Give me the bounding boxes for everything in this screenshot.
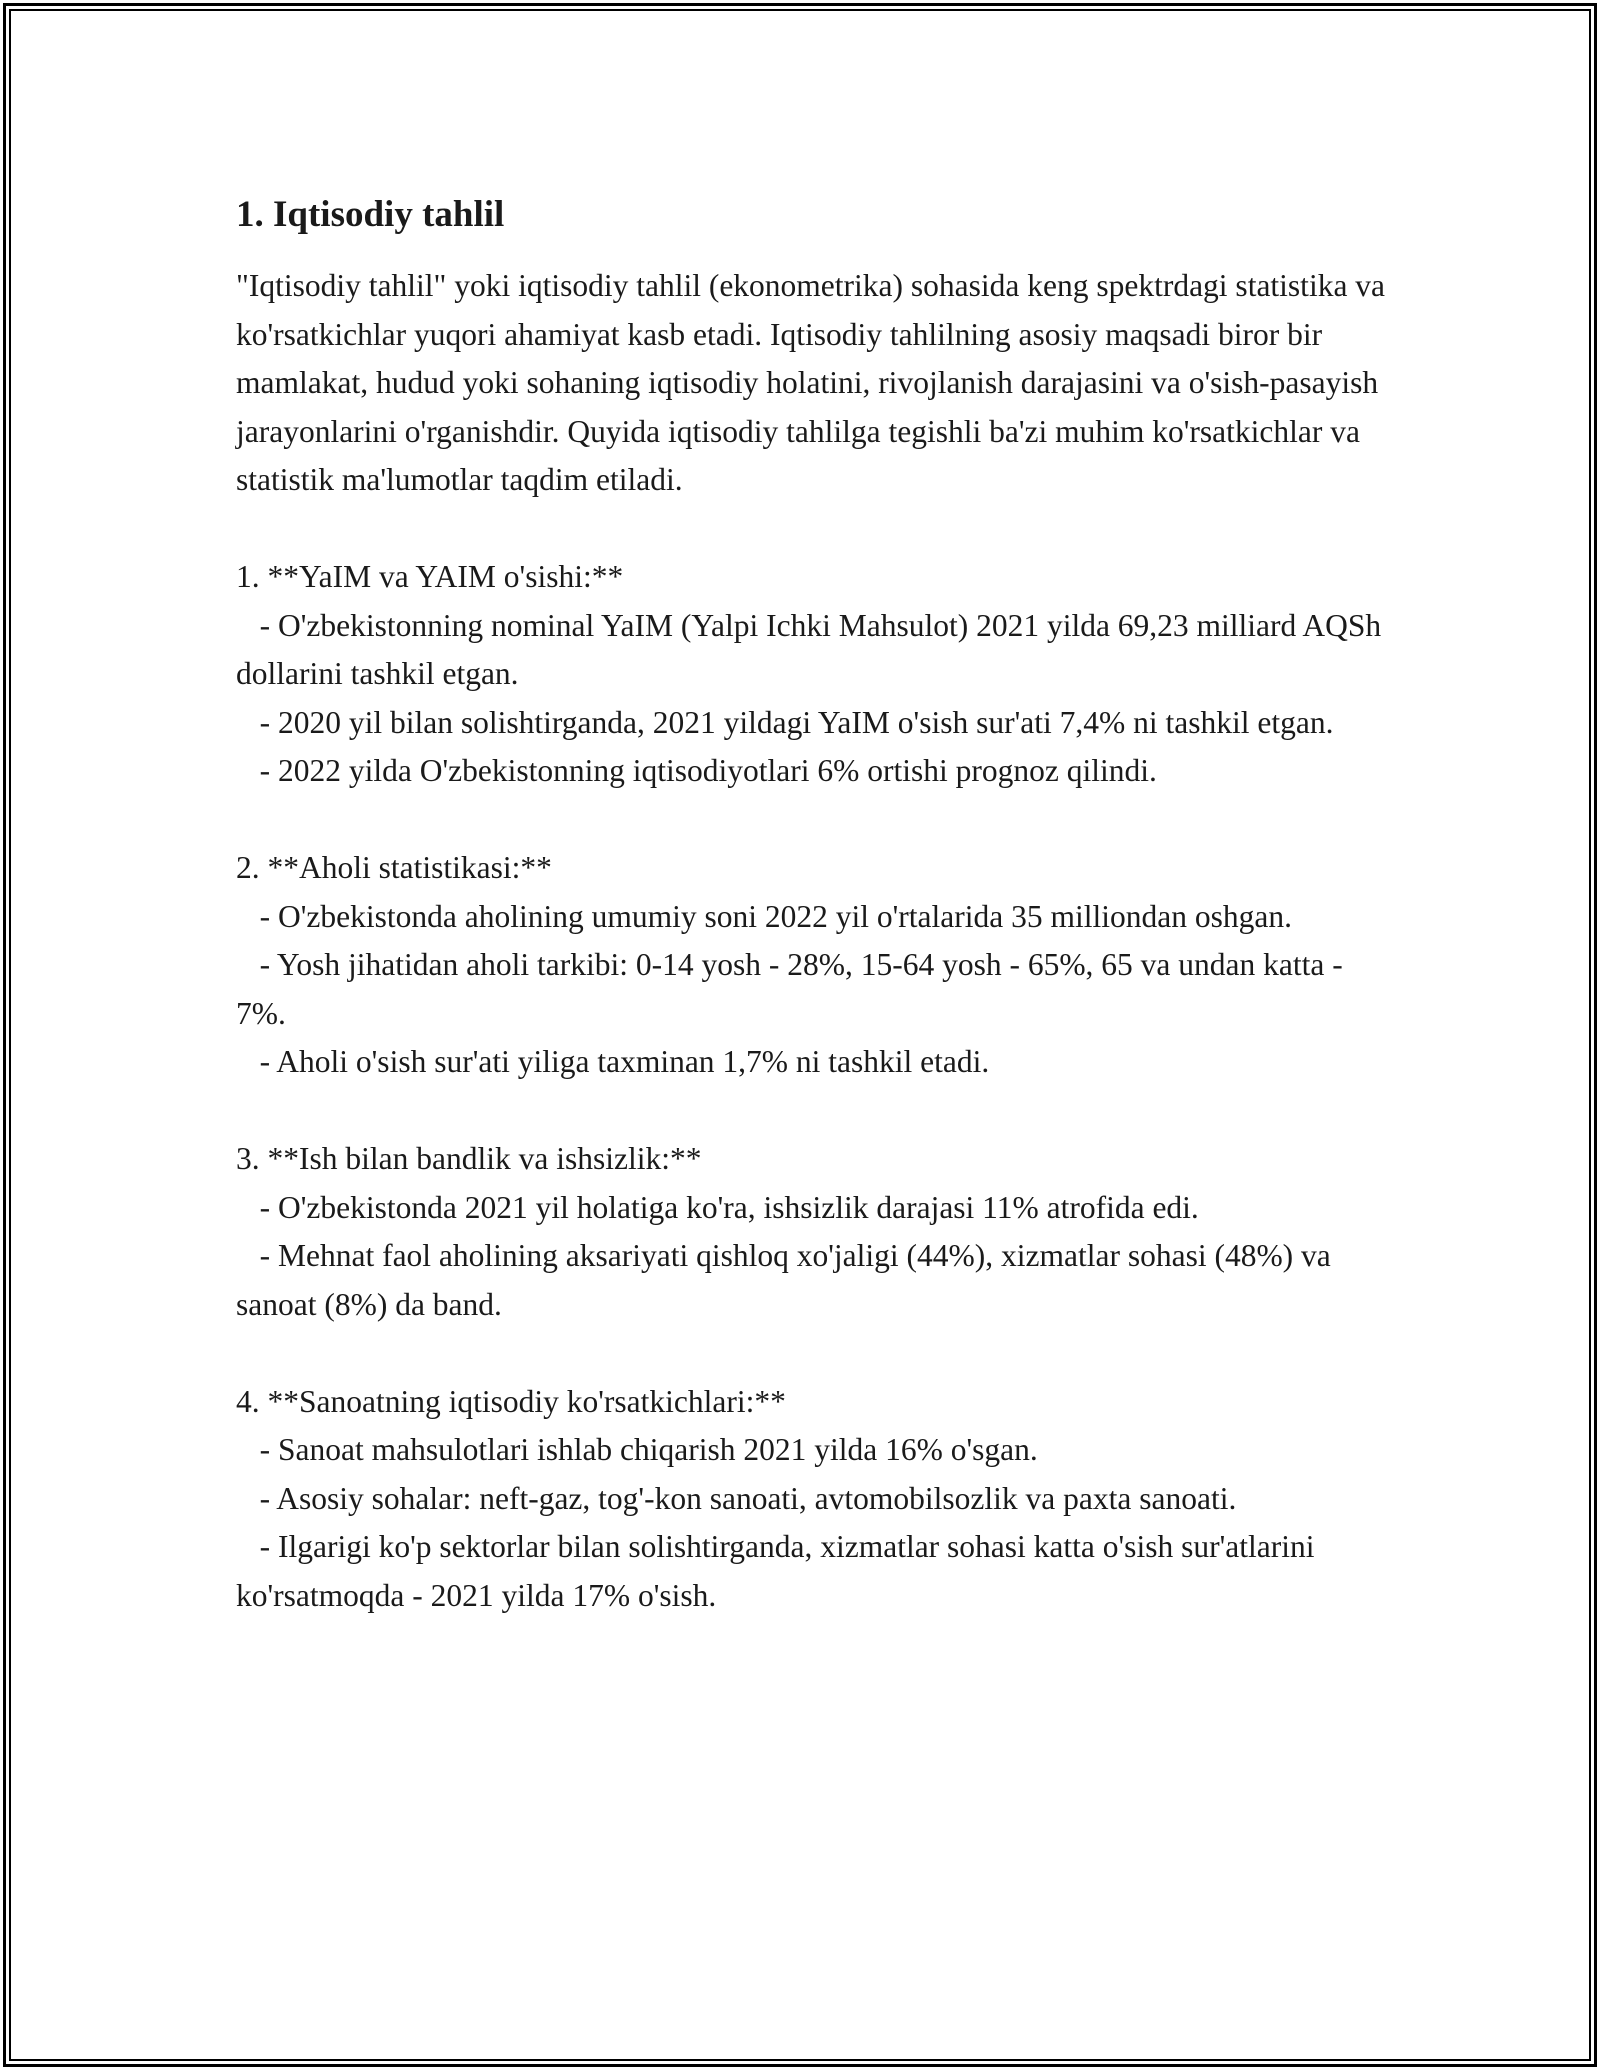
section-gdp [236, 553, 1390, 796]
section-population [236, 844, 1386, 1087]
section-title: 2. **Aholi statistikasi:** [236, 850, 552, 885]
section-industry [236, 1378, 1386, 1621]
section-title: 4. **Sanoatning iqtisodiy ko'rsatkichlari:** [236, 1383, 786, 1419]
list-item: - O'zbekistonda 2021 yil holatiga ko'ra, ishsizlik darajasi 11% atrofida edi. [236, 1189, 1199, 1225]
list-item: - Asosiy sohalar: neft-gaz, tog'-kon sanoati, avtomobilsozlik va paxta sanoati. [236, 1480, 1237, 1516]
list-item: - Sanoat mahsulotlari ishlab chiqarish 2021 yilda 16% o'sgan. [236, 1432, 1038, 1467]
intro-paragraph: "Iqtisodiy tahlil" yoki iqtisodiy tahlil (ekonometrika) sohasida keng spektrdagi statistika va ko'rsatkichlar yuqori ahamiyat kasb etadi. Iqtisodiy tahlilning asosiy maqsadi biror bir mamlakat, hudud yoki sohaning iqtisodiy holatini, rivojlanish darajasini va o'sish-pasayish jarayonlarini o'rganishdir. Quyida iqtisodiy tahlilga tegishli ba'zi muhim ko'rsatkichlar va statistik ma'lumotlar taqdim etiladi. [236, 268, 1393, 497]
document-body [236, 186, 1393, 1620]
list-item: - Yosh jihatidan aholi tarkibi: 0-14 yosh - 28%, 15-64 yosh - 65%, 65 va undan katta - 7%. [236, 947, 1351, 1031]
list-item: - O'zbekistonda aholining umumiy soni 2022 yil o'rtalarida 35 milliondan oshgan. [236, 898, 1292, 934]
document-heading: 1. Iqtisodiy tahlil [236, 194, 505, 235]
list-item: - O'zbekistonning nominal YaIM (Yalpi Ichki Mahsulot) 2021 yilda 69,23 milliard AQSh dollarini tashkil etgan. [236, 607, 1390, 691]
section-title: 3. **Ish bilan bandlik va ishsizlik:** [236, 1141, 702, 1176]
list-item: - Ilgarigi ko'p sektorlar bilan solishtirganda, xizmatlar sohasi katta o'sish sur'atlarini ko'rsatmoqda - 2021 yilda 17% o'sish. [236, 1529, 1323, 1613]
list-item: - 2020 yil bilan solishtirganda, 2021 yildagi YaIM o'sish sur'ati 7,4% ni tashkil etgan. [236, 704, 1334, 740]
list-item: - Aholi o'sish sur'ati yiliga taxminan 1,7% ni tashkil etadi. [236, 1044, 990, 1079]
list-item: - 2022 yilda O'zbekistonning iqtisodiyotlari 6% ortishi prognoz qilindi. [236, 753, 1157, 788]
list-item: - Mehnat faol aholining aksariyati qishloq xo'jaligi (44%), xizmatlar sohasi (48%) va sanoat (8%) da band. [236, 1238, 1339, 1322]
section-title: 1. **YaIM va YAIM o'sishi:** [236, 559, 624, 594]
section-employment [236, 1135, 1386, 1329]
